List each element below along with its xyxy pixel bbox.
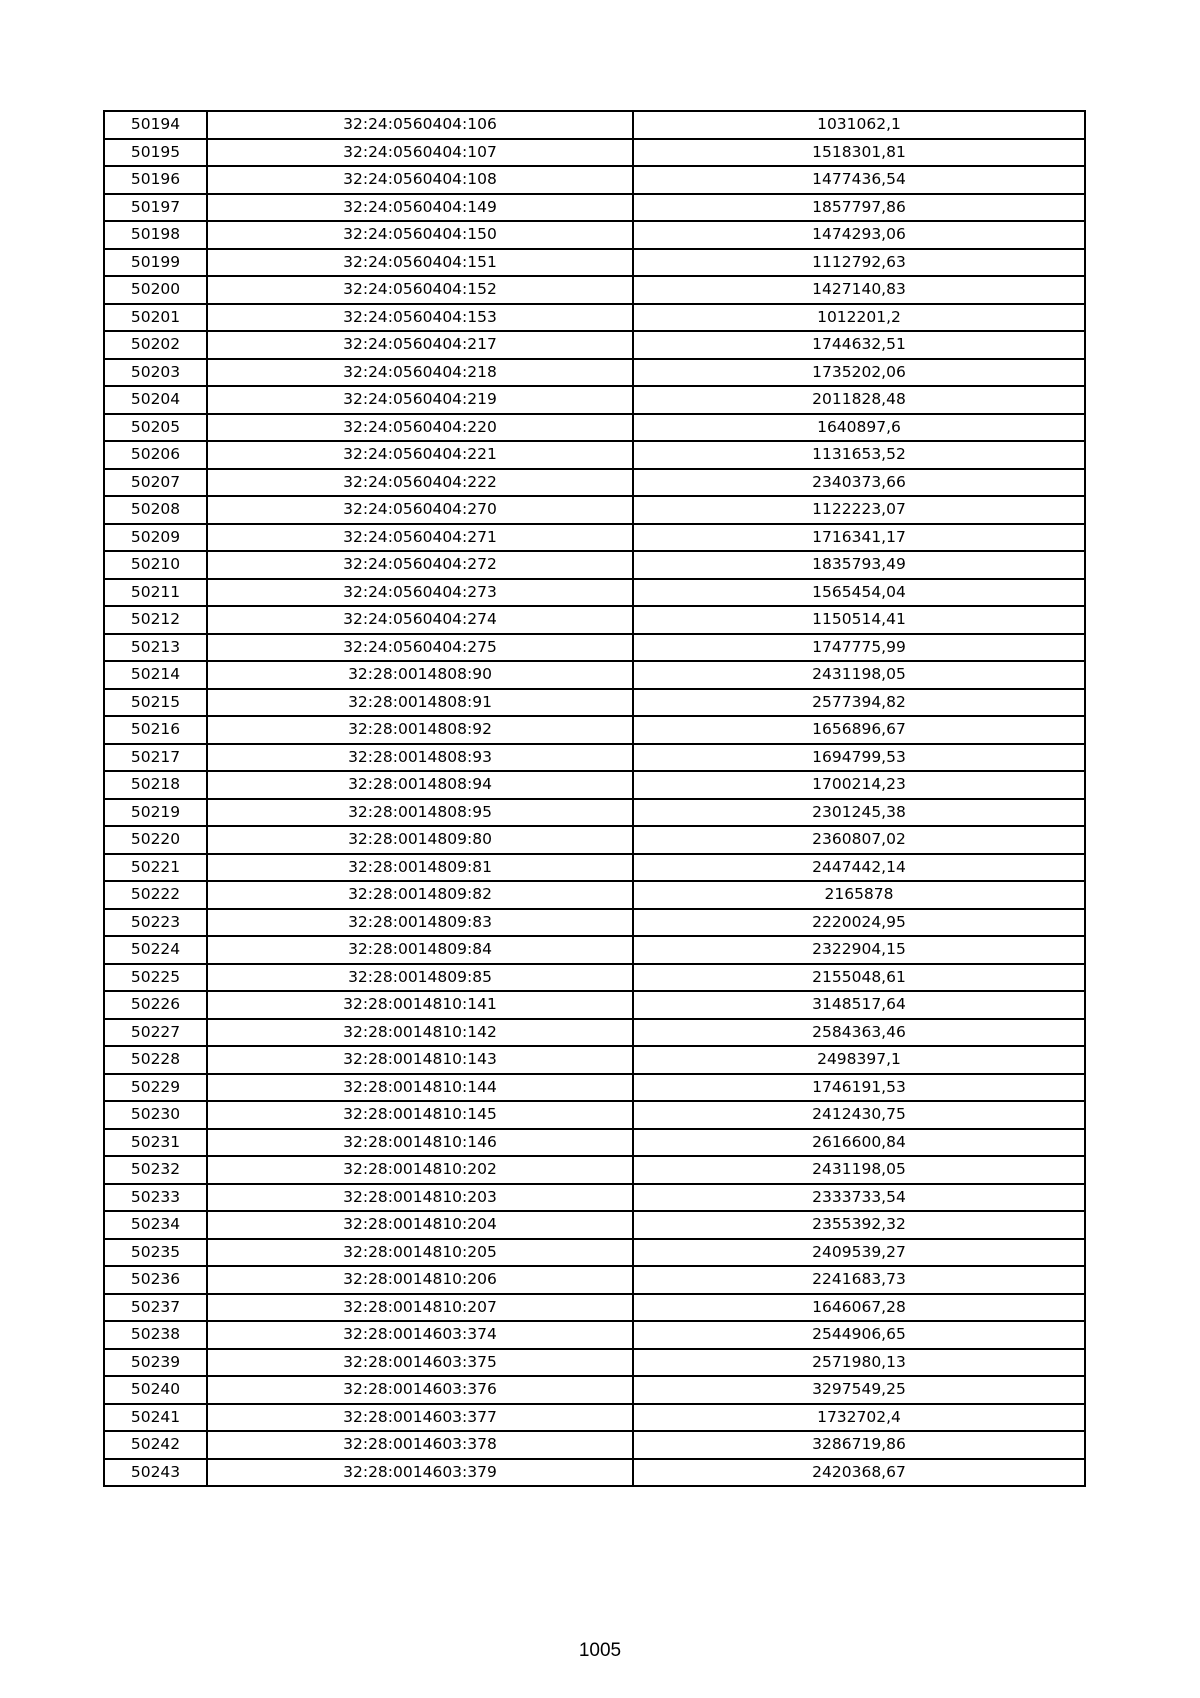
cadastral-value-cell: 3297549,25	[633, 1376, 1085, 1404]
table-row	[104, 716, 1085, 744]
row-number-cell: 50221	[104, 854, 207, 882]
cadastral-number-cell: 32:24:0560404:106	[207, 111, 633, 139]
table-row	[104, 139, 1085, 167]
table-row	[104, 304, 1085, 332]
cadastral-value-cell: 2340373,66	[633, 469, 1085, 497]
table-row	[104, 1019, 1085, 1047]
cadastral-number-cell: 32:28:0014809:85	[207, 964, 633, 992]
table-row	[104, 661, 1085, 689]
page-number: 1005	[578, 1640, 622, 1661]
cadastral-value-cell: 2431198,05	[633, 1156, 1085, 1184]
cadastral-value-cell: 2571980,13	[633, 1349, 1085, 1377]
row-number-cell: 50195	[104, 139, 207, 167]
table-row	[104, 359, 1085, 387]
row-number-cell: 50207	[104, 469, 207, 497]
cadastral-number-cell: 32:28:0014810:207	[207, 1294, 633, 1322]
cadastral-number-cell: 32:28:0014809:80	[207, 826, 633, 854]
table-row	[104, 1184, 1085, 1212]
row-number-cell: 50204	[104, 386, 207, 414]
table-row	[104, 524, 1085, 552]
cadastral-number-cell: 32:28:0014810:202	[207, 1156, 633, 1184]
cadastral-value-cell: 1744632,51	[633, 331, 1085, 359]
row-number-cell: 50203	[104, 359, 207, 387]
cadastral-value-cell: 1694799,53	[633, 744, 1085, 772]
row-number-cell: 50196	[104, 166, 207, 194]
cadastral-value-cell: 2011828,48	[633, 386, 1085, 414]
row-number-cell: 50243	[104, 1459, 207, 1487]
cadastral-value-cell: 1131653,52	[633, 441, 1085, 469]
row-number-cell: 50212	[104, 606, 207, 634]
cadastral-value-cell: 1031062,1	[633, 111, 1085, 139]
row-number-cell: 50198	[104, 221, 207, 249]
table-body	[104, 111, 1085, 1486]
cadastral-number-cell: 32:28:0014810:144	[207, 1074, 633, 1102]
row-number-cell: 50242	[104, 1431, 207, 1459]
row-number-cell: 50233	[104, 1184, 207, 1212]
row-number-cell: 50223	[104, 909, 207, 937]
cadastral-number-cell: 32:28:0014810:206	[207, 1266, 633, 1294]
table-row	[104, 1101, 1085, 1129]
table-row	[104, 909, 1085, 937]
table-row	[104, 1129, 1085, 1157]
cadastral-number-cell: 32:24:0560404:273	[207, 579, 633, 607]
table-row	[104, 1376, 1085, 1404]
cadastral-value-cell: 2616600,84	[633, 1129, 1085, 1157]
row-number-cell: 50218	[104, 771, 207, 799]
cadastral-number-cell: 32:24:0560404:150	[207, 221, 633, 249]
cadastral-number-cell: 32:28:0014810:143	[207, 1046, 633, 1074]
row-number-cell: 50194	[104, 111, 207, 139]
row-number-cell: 50241	[104, 1404, 207, 1432]
row-number-cell: 50205	[104, 414, 207, 442]
row-number-cell: 50211	[104, 579, 207, 607]
cadastral-number-cell: 32:28:0014808:91	[207, 689, 633, 717]
cadastral-number-cell: 32:28:0014810:141	[207, 991, 633, 1019]
cadastral-value-cell: 2412430,75	[633, 1101, 1085, 1129]
table-row	[104, 1459, 1085, 1487]
table-row	[104, 799, 1085, 827]
cadastral-value-cell: 1112792,63	[633, 249, 1085, 277]
cadastral-value-cell: 1565454,04	[633, 579, 1085, 607]
cadastral-number-cell: 32:28:0014810:205	[207, 1239, 633, 1267]
table-row	[104, 551, 1085, 579]
row-number-cell: 50229	[104, 1074, 207, 1102]
cadastral-number-cell: 32:24:0560404:153	[207, 304, 633, 332]
row-number-cell: 50210	[104, 551, 207, 579]
cadastral-value-cell: 2360807,02	[633, 826, 1085, 854]
cadastral-number-cell: 32:28:0014603:374	[207, 1321, 633, 1349]
table-row	[104, 276, 1085, 304]
row-number-cell: 50224	[104, 936, 207, 964]
table-row	[104, 1239, 1085, 1267]
row-number-cell: 50238	[104, 1321, 207, 1349]
row-number-cell: 50231	[104, 1129, 207, 1157]
row-number-cell: 50213	[104, 634, 207, 662]
cadastral-number-cell: 32:28:0014810:203	[207, 1184, 633, 1212]
row-number-cell: 50225	[104, 964, 207, 992]
cadastral-value-cell: 2431198,05	[633, 661, 1085, 689]
cadastral-number-cell: 32:24:0560404:107	[207, 139, 633, 167]
cadastral-value-cell: 1747775,99	[633, 634, 1085, 662]
row-number-cell: 50199	[104, 249, 207, 277]
cadastral-value-cell: 1640897,6	[633, 414, 1085, 442]
table-row	[104, 249, 1085, 277]
row-number-cell: 50240	[104, 1376, 207, 1404]
cadastral-value-cell: 2420368,67	[633, 1459, 1085, 1487]
cadastral-value-cell: 2498397,1	[633, 1046, 1085, 1074]
table-row	[104, 1321, 1085, 1349]
table-row	[104, 1349, 1085, 1377]
cadastral-number-cell: 32:24:0560404:219	[207, 386, 633, 414]
cadastral-value-cell: 2220024,95	[633, 909, 1085, 937]
cadastral-number-cell: 32:28:0014809:81	[207, 854, 633, 882]
row-number-cell: 50236	[104, 1266, 207, 1294]
table-row	[104, 1074, 1085, 1102]
cadastral-value-cell: 1746191,53	[633, 1074, 1085, 1102]
row-number-cell: 50201	[104, 304, 207, 332]
cadastral-number-cell: 32:28:0014603:376	[207, 1376, 633, 1404]
cadastral-value-cell: 1735202,06	[633, 359, 1085, 387]
table-row	[104, 854, 1085, 882]
table-row	[104, 881, 1085, 909]
row-number-cell: 50206	[104, 441, 207, 469]
cadastral-number-cell: 32:24:0560404:272	[207, 551, 633, 579]
cadastral-value-cell: 1700214,23	[633, 771, 1085, 799]
cadastral-number-cell: 32:28:0014809:83	[207, 909, 633, 937]
table-row	[104, 771, 1085, 799]
cadastral-number-cell: 32:24:0560404:108	[207, 166, 633, 194]
cadastral-value-cell: 2577394,82	[633, 689, 1085, 717]
cadastral-value-cell: 1646067,28	[633, 1294, 1085, 1322]
row-number-cell: 50235	[104, 1239, 207, 1267]
cadastral-number-cell: 32:24:0560404:274	[207, 606, 633, 634]
cadastral-number-cell: 32:28:0014808:92	[207, 716, 633, 744]
cadastral-value-cell: 1656896,67	[633, 716, 1085, 744]
cadastral-number-cell: 32:24:0560404:275	[207, 634, 633, 662]
row-number-cell: 50227	[104, 1019, 207, 1047]
cadastral-value-cell: 2301245,38	[633, 799, 1085, 827]
cadastral-number-cell: 32:28:0014809:84	[207, 936, 633, 964]
table-row	[104, 111, 1085, 139]
cadastral-number-cell: 32:24:0560404:149	[207, 194, 633, 222]
table-row	[104, 1294, 1085, 1322]
cadastral-value-cell: 3286719,86	[633, 1431, 1085, 1459]
row-number-cell: 50217	[104, 744, 207, 772]
row-number-cell: 50237	[104, 1294, 207, 1322]
cadastral-number-cell: 32:24:0560404:220	[207, 414, 633, 442]
cadastral-value-cell: 2544906,65	[633, 1321, 1085, 1349]
table-row	[104, 1431, 1085, 1459]
cadastral-value-cell: 2241683,73	[633, 1266, 1085, 1294]
table-row	[104, 1156, 1085, 1184]
cadastral-number-cell: 32:24:0560404:217	[207, 331, 633, 359]
cadastral-value-cell: 3148517,64	[633, 991, 1085, 1019]
cadastral-value-cell: 1150514,41	[633, 606, 1085, 634]
cadastral-number-cell: 32:28:0014808:90	[207, 661, 633, 689]
cadastral-number-cell: 32:24:0560404:221	[207, 441, 633, 469]
cadastral-value-cell: 1716341,17	[633, 524, 1085, 552]
table-row	[104, 469, 1085, 497]
row-number-cell: 50219	[104, 799, 207, 827]
table-row	[104, 579, 1085, 607]
cadastral-value-cell: 1518301,81	[633, 139, 1085, 167]
table-row	[104, 634, 1085, 662]
cadastral-value-cell: 1012201,2	[633, 304, 1085, 332]
cadastral-number-cell: 32:28:0014809:82	[207, 881, 633, 909]
table-row	[104, 194, 1085, 222]
row-number-cell: 50230	[104, 1101, 207, 1129]
cadastral-value-cell: 2155048,61	[633, 964, 1085, 992]
cadastral-number-cell: 32:24:0560404:270	[207, 496, 633, 524]
table-row	[104, 1266, 1085, 1294]
cadastral-number-cell: 32:28:0014810:145	[207, 1101, 633, 1129]
table-row	[104, 386, 1085, 414]
table-row	[104, 826, 1085, 854]
row-number-cell: 50228	[104, 1046, 207, 1074]
table-row	[104, 166, 1085, 194]
table-row	[104, 1046, 1085, 1074]
cadastral-number-cell: 32:28:0014810:142	[207, 1019, 633, 1047]
table-row	[104, 991, 1085, 1019]
table-row	[104, 414, 1085, 442]
cadastral-number-cell: 32:28:0014603:377	[207, 1404, 633, 1432]
cadastral-number-cell: 32:28:0014808:95	[207, 799, 633, 827]
table-row	[104, 1211, 1085, 1239]
table-row	[104, 496, 1085, 524]
row-number-cell: 50222	[104, 881, 207, 909]
cadastral-number-cell: 32:28:0014810:146	[207, 1129, 633, 1157]
row-number-cell: 50232	[104, 1156, 207, 1184]
cadastral-value-cell: 1427140,83	[633, 276, 1085, 304]
cadastral-value-cell: 1857797,86	[633, 194, 1085, 222]
row-number-cell: 50208	[104, 496, 207, 524]
table-row	[104, 689, 1085, 717]
row-number-cell: 50214	[104, 661, 207, 689]
cadastral-value-cell: 1474293,06	[633, 221, 1085, 249]
cadastral-number-cell: 32:28:0014603:375	[207, 1349, 633, 1377]
cadastral-number-cell: 32:28:0014808:94	[207, 771, 633, 799]
row-number-cell: 50209	[104, 524, 207, 552]
table-row	[104, 744, 1085, 772]
row-number-cell: 50197	[104, 194, 207, 222]
row-number-cell: 50226	[104, 991, 207, 1019]
cadastral-value-cell: 2165878	[633, 881, 1085, 909]
cadastral-value-cell: 2584363,46	[633, 1019, 1085, 1047]
cadastral-value-cell: 2333733,54	[633, 1184, 1085, 1212]
table-row	[104, 221, 1085, 249]
cadastral-value-cell: 1477436,54	[633, 166, 1085, 194]
cadastral-number-cell: 32:24:0560404:151	[207, 249, 633, 277]
table-row	[104, 606, 1085, 634]
cadastral-number-cell: 32:28:0014810:204	[207, 1211, 633, 1239]
cadastral-value-cell: 1122223,07	[633, 496, 1085, 524]
cadastral-number-cell: 32:28:0014603:378	[207, 1431, 633, 1459]
cadastral-value-cell: 2355392,32	[633, 1211, 1085, 1239]
row-number-cell: 50220	[104, 826, 207, 854]
cadastral-value-table	[103, 110, 1086, 1487]
table-row	[104, 331, 1085, 359]
cadastral-number-cell: 32:28:0014808:93	[207, 744, 633, 772]
row-number-cell: 50200	[104, 276, 207, 304]
row-number-cell: 50216	[104, 716, 207, 744]
cadastral-value-cell: 1835793,49	[633, 551, 1085, 579]
cadastral-number-cell: 32:24:0560404:152	[207, 276, 633, 304]
cadastral-value-cell: 2447442,14	[633, 854, 1085, 882]
cadastral-number-cell: 32:28:0014603:379	[207, 1459, 633, 1487]
row-number-cell: 50234	[104, 1211, 207, 1239]
table-row	[104, 936, 1085, 964]
cadastral-number-cell: 32:24:0560404:271	[207, 524, 633, 552]
table-row	[104, 964, 1085, 992]
cadastral-number-cell: 32:24:0560404:218	[207, 359, 633, 387]
row-number-cell: 50239	[104, 1349, 207, 1377]
cadastral-number-cell: 32:24:0560404:222	[207, 469, 633, 497]
cadastral-value-cell: 2409539,27	[633, 1239, 1085, 1267]
row-number-cell: 50215	[104, 689, 207, 717]
cadastral-value-cell: 2322904,15	[633, 936, 1085, 964]
row-number-cell: 50202	[104, 331, 207, 359]
table-row	[104, 441, 1085, 469]
table-row	[104, 1404, 1085, 1432]
cadastral-value-cell: 1732702,4	[633, 1404, 1085, 1432]
